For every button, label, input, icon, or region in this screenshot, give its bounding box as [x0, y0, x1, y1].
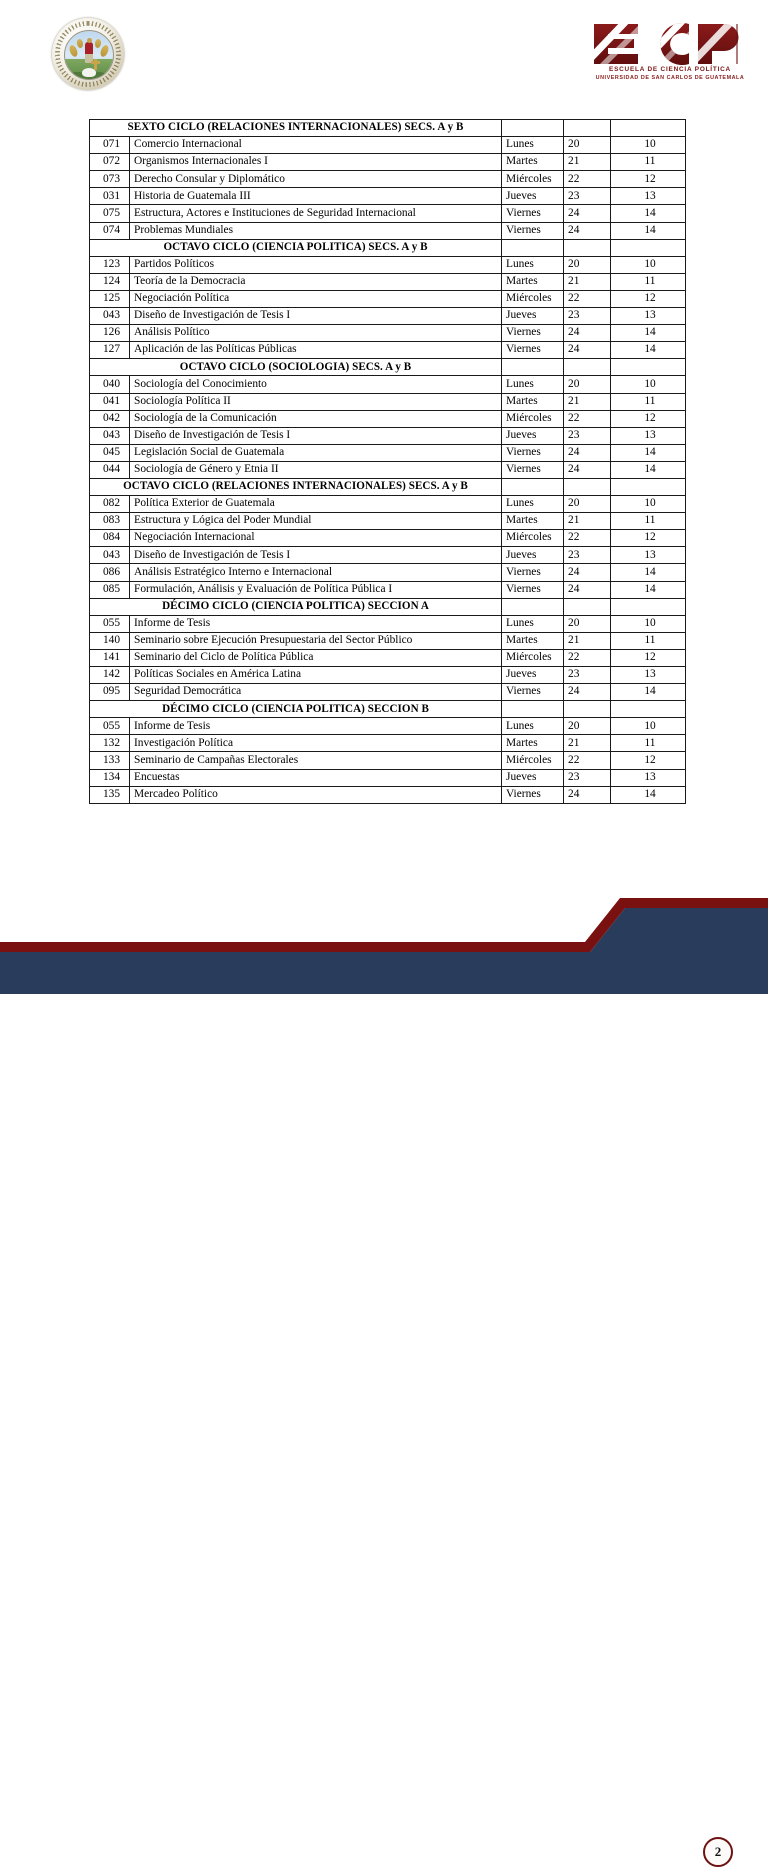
table-row: [90, 632, 686, 649]
section-header-row: [90, 478, 686, 495]
course-hour: 13: [611, 769, 686, 786]
course-day: Viernes: [502, 342, 564, 359]
section-header-blank-day: [502, 120, 564, 137]
table-row: [90, 769, 686, 786]
course-name: Estructura, Actores e Instituciones de Seguridad Internacional: [130, 205, 502, 222]
course-code: 135: [90, 786, 130, 803]
course-period: 20: [564, 137, 611, 154]
course-period: 24: [564, 461, 611, 478]
section-header-blank-n1: [564, 478, 611, 495]
table-row: [90, 273, 686, 290]
section-title: SEXTO CICLO (RELACIONES INTERNACIONALES) SECS. A y B: [90, 120, 502, 137]
course-hour: 14: [611, 786, 686, 803]
course-name: Diseño de Investigación de Tesis I: [130, 427, 502, 444]
course-code: 095: [90, 684, 130, 701]
table-row: [90, 649, 686, 666]
table-row: [90, 735, 686, 752]
course-code: 124: [90, 273, 130, 290]
section-header-blank-n1: [564, 701, 611, 718]
course-period: 23: [564, 667, 611, 684]
course-period: 20: [564, 256, 611, 273]
course-period: 23: [564, 188, 611, 205]
course-day: Viernes: [502, 222, 564, 239]
course-code: 031: [90, 188, 130, 205]
course-code: 125: [90, 290, 130, 307]
section-header-blank-n2: [611, 478, 686, 495]
course-code: 072: [90, 154, 130, 171]
course-period: 20: [564, 376, 611, 393]
table-row: [90, 752, 686, 769]
course-day: Lunes: [502, 256, 564, 273]
course-name: Diseño de Investigación de Tesis I: [130, 308, 502, 325]
course-day: Viernes: [502, 684, 564, 701]
course-hour: 12: [611, 752, 686, 769]
course-period: 23: [564, 308, 611, 325]
course-hour: 14: [611, 444, 686, 461]
ecp-subtitle-university: UNIVERSIDAD DE SAN CARLOS DE GUATEMALA: [595, 75, 745, 81]
course-day: Jueves: [502, 427, 564, 444]
course-hour: 11: [611, 735, 686, 752]
course-period: 22: [564, 410, 611, 427]
course-code: 141: [90, 649, 130, 666]
course-code: 085: [90, 581, 130, 598]
table-row: [90, 547, 686, 564]
section-header-blank-n2: [611, 598, 686, 615]
table-row: [90, 342, 686, 359]
course-name: Mercadeo Político: [130, 786, 502, 803]
course-hour: 10: [611, 376, 686, 393]
course-period: 22: [564, 649, 611, 666]
course-day: Martes: [502, 735, 564, 752]
table-row: [90, 718, 686, 735]
course-period: 20: [564, 615, 611, 632]
section-header-blank-day: [502, 239, 564, 256]
course-name: Seminario sobre Ejecución Presupuestaria del Sector Público: [130, 632, 502, 649]
course-period: 24: [564, 564, 611, 581]
course-code: 041: [90, 393, 130, 410]
seal-central-figure: [85, 42, 93, 63]
course-hour: 13: [611, 308, 686, 325]
course-code: 073: [90, 171, 130, 188]
course-period: 24: [564, 581, 611, 598]
section-title: OCTAVO CICLO (SOCIOLOGIA) SECS. A y B: [90, 359, 502, 376]
section-header-row: [90, 359, 686, 376]
course-name: Sociología Política II: [130, 393, 502, 410]
course-name: Sociología del Conocimiento: [130, 376, 502, 393]
course-period: 23: [564, 769, 611, 786]
course-period: 22: [564, 171, 611, 188]
table-row: [90, 154, 686, 171]
course-code: 071: [90, 137, 130, 154]
course-name: Negociación Política: [130, 290, 502, 307]
course-name: Estructura y Lógica del Poder Mundial: [130, 513, 502, 530]
table-row: [90, 461, 686, 478]
section-header-blank-n2: [611, 359, 686, 376]
course-hour: 12: [611, 649, 686, 666]
course-period: 21: [564, 632, 611, 649]
table-row: [90, 256, 686, 273]
course-code: 140: [90, 632, 130, 649]
course-code: 133: [90, 752, 130, 769]
course-name: Partidos Políticos: [130, 256, 502, 273]
course-day: Miércoles: [502, 171, 564, 188]
course-hour: 14: [611, 461, 686, 478]
course-code: 126: [90, 325, 130, 342]
course-code: 142: [90, 667, 130, 684]
table-row: [90, 325, 686, 342]
course-hour: 13: [611, 427, 686, 444]
course-period: 24: [564, 205, 611, 222]
course-hour: 10: [611, 718, 686, 735]
course-hour: 14: [611, 222, 686, 239]
course-hour: 11: [611, 273, 686, 290]
course-code: 055: [90, 718, 130, 735]
course-day: Lunes: [502, 615, 564, 632]
page-number-badge: 2: [703, 1837, 733, 1867]
course-code: 055: [90, 615, 130, 632]
course-day: Lunes: [502, 718, 564, 735]
course-name: Problemas Mundiales: [130, 222, 502, 239]
course-hour: 13: [611, 667, 686, 684]
course-code: 127: [90, 342, 130, 359]
course-period: 23: [564, 427, 611, 444]
course-day: Viernes: [502, 461, 564, 478]
section-header-blank-n1: [564, 359, 611, 376]
course-name: Historia de Guatemala III: [130, 188, 502, 205]
course-name: Diseño de Investigación de Tesis I: [130, 547, 502, 564]
course-code: 043: [90, 308, 130, 325]
course-day: Martes: [502, 632, 564, 649]
table-row: [90, 667, 686, 684]
course-period: 21: [564, 154, 611, 171]
table-row: [90, 137, 686, 154]
seal-cross: [94, 59, 97, 70]
course-hour: 12: [611, 410, 686, 427]
ecp-logo: [590, 22, 750, 84]
course-hour: 11: [611, 393, 686, 410]
course-code: 043: [90, 427, 130, 444]
course-hour: 14: [611, 342, 686, 359]
course-name: Comercio Internacional: [130, 137, 502, 154]
course-code: 086: [90, 564, 130, 581]
course-name: Seguridad Democrática: [130, 684, 502, 701]
table-row: [90, 496, 686, 513]
course-name: Teoría de la Democracia: [130, 273, 502, 290]
course-day: Jueves: [502, 667, 564, 684]
course-hour: 14: [611, 564, 686, 581]
course-hour: 11: [611, 513, 686, 530]
table-row: [90, 188, 686, 205]
table-row: [90, 786, 686, 803]
course-period: 24: [564, 444, 611, 461]
seal-inner-disc: [64, 30, 114, 80]
section-title: DÉCIMO CICLO (CIENCIA POLITICA) SECCION B: [90, 701, 502, 718]
course-code: 123: [90, 256, 130, 273]
section-title: DÉCIMO CICLO (CIENCIA POLITICA) SECCION A: [90, 598, 502, 615]
course-name: Análisis Estratégico Interno e Internacional: [130, 564, 502, 581]
course-schedule-table: [89, 119, 686, 804]
course-hour: 14: [611, 581, 686, 598]
section-header-blank-day: [502, 701, 564, 718]
course-hour: 13: [611, 547, 686, 564]
course-name: Organismos Internacionales I: [130, 154, 502, 171]
course-code: 040: [90, 376, 130, 393]
course-name: Política Exterior de Guatemala: [130, 496, 502, 513]
section-header-blank-n1: [564, 598, 611, 615]
course-day: Viernes: [502, 205, 564, 222]
course-name: Informe de Tesis: [130, 718, 502, 735]
course-day: Lunes: [502, 137, 564, 154]
course-day: Jueves: [502, 547, 564, 564]
course-code: 043: [90, 547, 130, 564]
section-header-blank-n2: [611, 239, 686, 256]
course-period: 24: [564, 222, 611, 239]
table-row: [90, 410, 686, 427]
section-header-row: [90, 701, 686, 718]
course-hour: 14: [611, 205, 686, 222]
course-day: Viernes: [502, 444, 564, 461]
schedule-sheet: [89, 119, 685, 804]
course-day: Miércoles: [502, 649, 564, 666]
footer-graphic: [0, 890, 768, 994]
course-name: Análisis Político: [130, 325, 502, 342]
course-code: 083: [90, 513, 130, 530]
ecp-subtitle-school: ESCUELA DE CIENCIA POLÍTICA: [609, 66, 731, 73]
course-period: 20: [564, 496, 611, 513]
course-period: 24: [564, 325, 611, 342]
section-header-blank-n1: [564, 239, 611, 256]
usac-seal-icon: [52, 18, 124, 90]
seal-sprig-upper-right: [94, 39, 101, 49]
section-header-blank-day: [502, 359, 564, 376]
seal-figure-head: [87, 38, 92, 43]
section-title: OCTAVO CICLO (RELACIONES INTERNACIONALES) SECS. A y B: [90, 478, 502, 495]
course-day: Viernes: [502, 581, 564, 598]
ecp-letters-icon: [590, 22, 750, 66]
course-code: 044: [90, 461, 130, 478]
course-period: 22: [564, 530, 611, 547]
table-row: [90, 615, 686, 632]
course-day: Martes: [502, 273, 564, 290]
section-header-blank-day: [502, 478, 564, 495]
schedule-body: [90, 120, 686, 804]
course-period: 22: [564, 752, 611, 769]
course-name: Seminario del Ciclo de Política Pública: [130, 649, 502, 666]
table-row: [90, 205, 686, 222]
table-row: [90, 376, 686, 393]
course-hour: 14: [611, 325, 686, 342]
course-day: Lunes: [502, 376, 564, 393]
seal-sprig-right: [99, 44, 110, 58]
table-row: [90, 222, 686, 239]
course-name: Negociación Internacional: [130, 530, 502, 547]
course-day: Miércoles: [502, 290, 564, 307]
table-row: [90, 171, 686, 188]
course-name: Investigación Política: [130, 735, 502, 752]
course-period: 24: [564, 786, 611, 803]
course-code: 045: [90, 444, 130, 461]
course-hour: 11: [611, 154, 686, 171]
course-day: Viernes: [502, 325, 564, 342]
course-day: Martes: [502, 513, 564, 530]
course-day: Jueves: [502, 769, 564, 786]
table-row: [90, 308, 686, 325]
table-row: [90, 530, 686, 547]
course-period: 21: [564, 513, 611, 530]
course-name: Políticas Sociales en América Latina: [130, 667, 502, 684]
course-hour: 12: [611, 290, 686, 307]
course-period: 24: [564, 342, 611, 359]
course-code: 074: [90, 222, 130, 239]
course-name: Sociología de Género y Etnia II: [130, 461, 502, 478]
course-hour: 12: [611, 171, 686, 188]
course-code: 075: [90, 205, 130, 222]
course-name: Legislación Social de Guatemala: [130, 444, 502, 461]
course-code: 134: [90, 769, 130, 786]
course-day: Miércoles: [502, 410, 564, 427]
course-name: Formulación, Análisis y Evaluación de Política Pública I: [130, 581, 502, 598]
course-name: Sociología de la Comunicación: [130, 410, 502, 427]
table-row: [90, 513, 686, 530]
table-row: [90, 444, 686, 461]
course-day: Martes: [502, 393, 564, 410]
course-day: Jueves: [502, 188, 564, 205]
section-title: OCTAVO CICLO (CIENCIA POLITICA) SECS. A y B: [90, 239, 502, 256]
page-footer: [0, 890, 768, 1859]
course-period: 22: [564, 290, 611, 307]
course-hour: 10: [611, 256, 686, 273]
section-header-blank-n2: [611, 701, 686, 718]
table-row: [90, 684, 686, 701]
section-header-row: [90, 239, 686, 256]
page-header: [0, 0, 768, 110]
course-hour: 12: [611, 530, 686, 547]
course-name: Informe de Tesis: [130, 615, 502, 632]
table-row: [90, 290, 686, 307]
course-period: 20: [564, 718, 611, 735]
course-day: Viernes: [502, 564, 564, 581]
course-day: Miércoles: [502, 752, 564, 769]
course-period: 21: [564, 393, 611, 410]
section-header-row: [90, 120, 686, 137]
course-hour: 11: [611, 632, 686, 649]
course-name: Encuestas: [130, 769, 502, 786]
course-hour: 10: [611, 496, 686, 513]
seal-sprig-upper-left: [76, 39, 83, 49]
course-code: 082: [90, 496, 130, 513]
course-period: 21: [564, 273, 611, 290]
course-period: 21: [564, 735, 611, 752]
course-code: 084: [90, 530, 130, 547]
course-code: 132: [90, 735, 130, 752]
table-row: [90, 427, 686, 444]
course-period: 24: [564, 684, 611, 701]
course-code: 042: [90, 410, 130, 427]
course-hour: 14: [611, 684, 686, 701]
section-header-blank-n2: [611, 120, 686, 137]
course-day: Martes: [502, 154, 564, 171]
course-hour: 13: [611, 188, 686, 205]
course-day: Viernes: [502, 786, 564, 803]
course-name: Derecho Consular y Diplomático: [130, 171, 502, 188]
section-header-row: [90, 598, 686, 615]
course-hour: 10: [611, 137, 686, 154]
course-period: 23: [564, 547, 611, 564]
course-name: Aplicación de las Políticas Públicas: [130, 342, 502, 359]
course-day: Miércoles: [502, 530, 564, 547]
course-hour: 10: [611, 615, 686, 632]
section-header-blank-n1: [564, 120, 611, 137]
course-day: Jueves: [502, 308, 564, 325]
table-row: [90, 581, 686, 598]
table-row: [90, 564, 686, 581]
course-name: Seminario de Campañas Electorales: [130, 752, 502, 769]
table-row: [90, 393, 686, 410]
section-header-blank-day: [502, 598, 564, 615]
course-day: Lunes: [502, 496, 564, 513]
